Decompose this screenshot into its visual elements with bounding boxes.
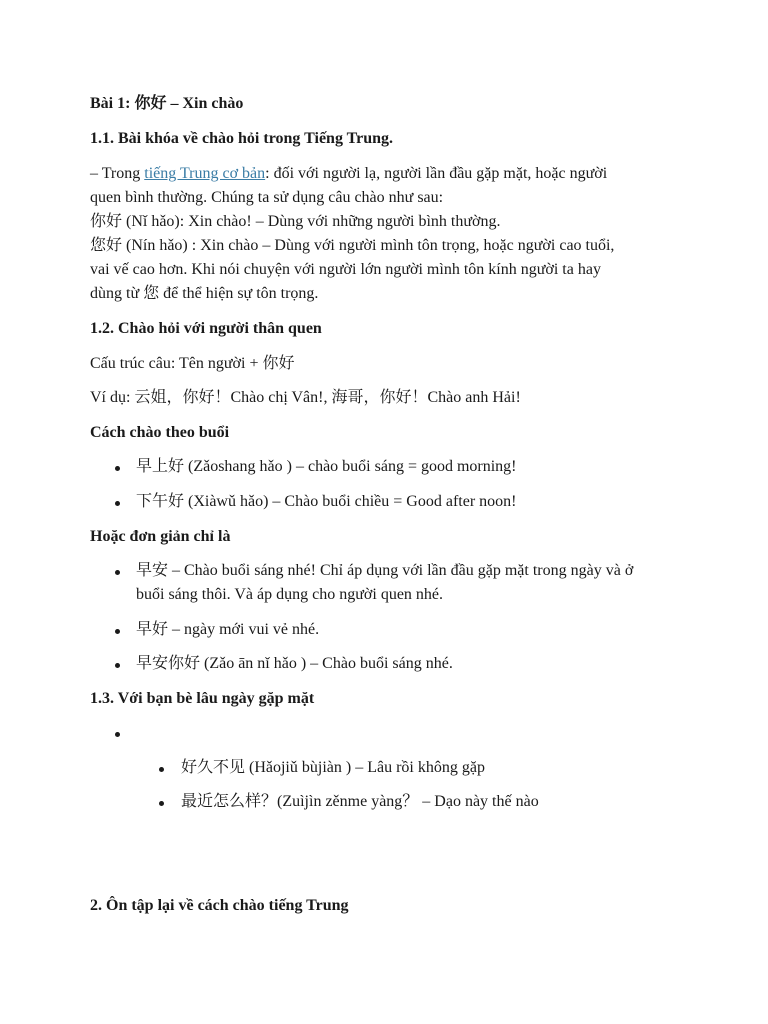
paragraph-prefix: – Trong: [90, 165, 145, 182]
greeting-by-time-heading: Cách chào theo buổi: [90, 424, 230, 441]
paragraph-rest: : đối với người lạ, người lần đầu gặp mặt, hoặc người: [265, 165, 608, 182]
list-item: 早上好 (Zǎoshang hǎo ) – chào buổi sáng = good morning!: [136, 458, 517, 475]
example-line: Ví dụ: 云姐，你好！Chào chị Vân!, 海哥，你好！Chào anh Hải!: [90, 389, 521, 406]
bullet-icon: [115, 466, 120, 471]
nested-list-item: 好久不见 (Hǎojiǔ bùjiàn ) – Lâu rồi không gặp: [181, 759, 485, 776]
section-2-heading: 2. Ôn tập lại về cách chào tiếng Trung: [90, 897, 349, 914]
basic-chinese-link[interactable]: tiếng Trung cơ bản: [144, 165, 266, 182]
nested-list-item: 最近怎么样？(Zuìjìn zěnme yàng？ – Dạo này thế nào: [181, 793, 539, 810]
bullet-icon: [115, 570, 120, 575]
bullet-icon: [159, 801, 164, 806]
bullet-icon: [115, 663, 120, 668]
list-item-continued: buổi sáng thôi. Và áp dụng cho người quen nhé.: [136, 586, 444, 603]
list-item: 早好 – ngày mới vui vẻ nhé.: [136, 621, 320, 638]
simple-greeting-heading: Hoặc đơn giản chỉ là: [90, 528, 231, 545]
paragraph-line: [90, 162, 607, 186]
bullet-icon: [115, 732, 120, 737]
section-1-1-heading: 1.1. Bài khóa về chào hỏi trong Tiếng Trung.: [90, 130, 394, 147]
paragraph-line: 您好 (Nín hǎo) : Xin chào – Dùng với người mình tôn trọng, hoặc người cao tuổi,: [90, 237, 615, 254]
paragraph-line: vai vế cao hơn. Khi nói chuyện với người lớn người mình tôn kính người ta hay: [90, 261, 601, 278]
bullet-icon: [159, 767, 164, 772]
section-1-2-heading: 1.2. Chào hỏi với người thân quen: [90, 320, 322, 337]
structure-line: Cấu trúc câu: Tên người + 你好: [90, 355, 295, 372]
lesson-title: Bài 1: 你好 – Xin chào: [90, 95, 244, 112]
section-1-3-heading: 1.3. Với bạn bè lâu ngày gặp mặt: [90, 690, 315, 707]
paragraph-line: 你好 (Nǐ hǎo): Xin chào! – Dùng với những người bình thường.: [90, 213, 501, 230]
list-item: 早安你好 (Zǎo ān nǐ hǎo ) – Chào buổi sáng nhé.: [136, 655, 453, 672]
paragraph-line: dùng từ 您 để thể hiện sự tôn trọng.: [90, 285, 319, 302]
paragraph-line: quen bình thường. Chúng ta sử dụng câu chào như sau:: [90, 189, 444, 206]
list-item: 下午好 (Xiàwǔ hǎo) – Chào buổi chiều = Good after noon!: [136, 493, 517, 510]
bullet-icon: [115, 629, 120, 634]
list-item: 早安 – Chào buổi sáng nhé! Chỉ áp dụng với lần đầu gặp mặt trong ngày và ở: [136, 562, 634, 579]
bullet-icon: [115, 501, 120, 506]
